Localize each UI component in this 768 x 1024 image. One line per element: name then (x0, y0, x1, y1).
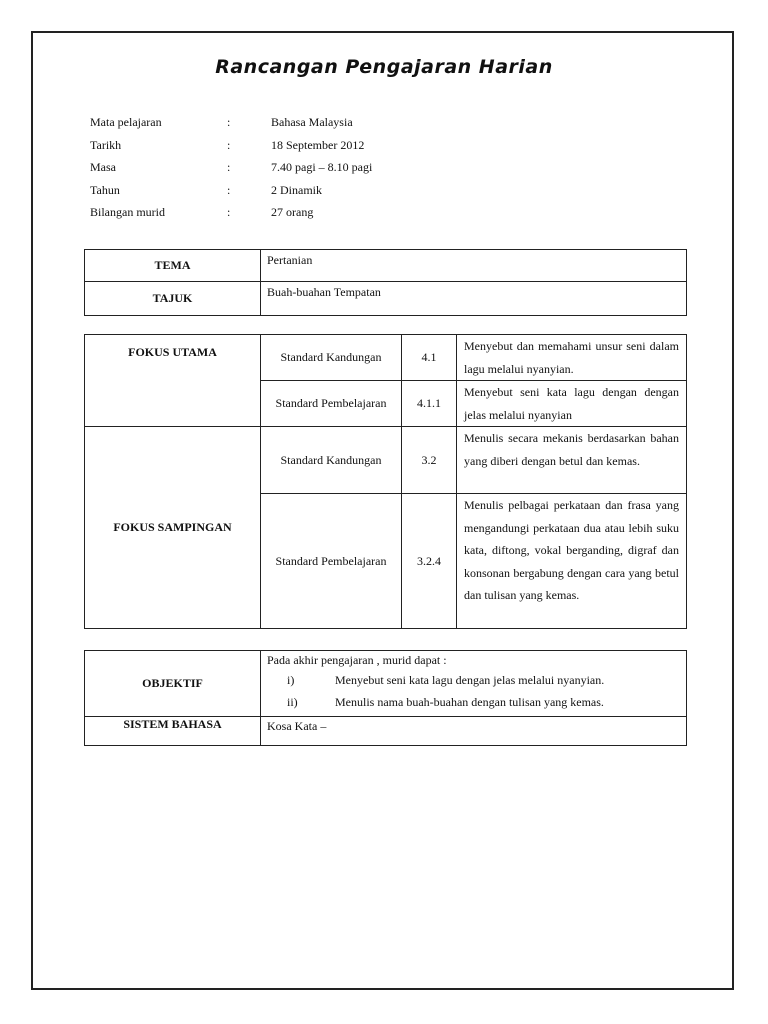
info-value: 27 orang (271, 205, 314, 219)
info-row-year (90, 182, 490, 205)
standard-code: 4.1 (402, 335, 457, 381)
info-label: Masa (90, 160, 116, 174)
info-row-subject (90, 114, 490, 137)
info-colon: : (227, 115, 231, 129)
info-label: Bilangan murid (90, 205, 165, 219)
objective-number: i) (287, 673, 295, 687)
standard-label: Standard Pembelajaran (261, 494, 402, 629)
info-colon: : (227, 160, 231, 174)
info-value: Bahasa Malaysia (271, 115, 353, 129)
table-row (85, 717, 687, 746)
info-label: Tahun (90, 182, 120, 197)
table-row (85, 651, 687, 717)
objective-table (84, 650, 687, 746)
info-row-date (90, 137, 490, 160)
standard-description: Menulis pelbagai perkataan dan frasa yang mengandungi perkataan dua atau lebih suku kata, diftong, vokal berganding, digraf dan konsonan bergabung dengan cara yang betul dan tulisan yang kemas. (457, 494, 687, 629)
theme-header: TEMA (85, 250, 261, 282)
standard-code: 3.2.4 (402, 494, 457, 629)
topic-header: TAJUK (85, 282, 261, 316)
objective-text: Menulis nama buah-buahan dengan tulisan yang kemas. (335, 695, 604, 709)
secondary-focus-header: FOKUS SAMPINGAN (85, 427, 261, 629)
theme-value: Pertanian (261, 250, 687, 282)
info-colon: : (227, 137, 231, 152)
standard-code: 3.2 (402, 427, 457, 494)
document-title: Rancangan Pengajaran Harian (215, 56, 553, 78)
table-row (85, 282, 687, 316)
language-system-value: Kosa Kata – (261, 717, 687, 746)
standard-description: Menyebut dan memahami unsur seni dalam lagu melalui nyanyian. (457, 335, 687, 381)
objective-item (267, 669, 680, 691)
objective-header: OBJEKTIF (85, 651, 261, 717)
language-system-header: SISTEM BAHASA (85, 717, 261, 746)
standard-label: Standard Kandungan (261, 427, 402, 494)
info-row-students (90, 204, 490, 227)
theme-table (84, 249, 687, 316)
standard-code: 4.1.1 (402, 381, 457, 427)
standard-label: Standard Kandungan (261, 335, 402, 381)
standard-description: Menulis secara mekanis berdasarkan bahan yang diberi dengan betul dan kemas. (457, 427, 687, 494)
info-colon: : (227, 205, 231, 219)
info-value: 7.40 pagi – 8.10 pagi (271, 160, 373, 174)
info-label: Tarikh (90, 137, 122, 152)
objective-text: Menyebut seni kata lagu dengan jelas melalui nyanyian. (335, 673, 605, 687)
standard-description: Menyebut seni kata lagu dengan dengan jelas melalui nyanyian (457, 381, 687, 427)
info-value: 2 Dinamik (271, 182, 322, 197)
objective-intro: Pada akhir pengajaran , murid dapat : (267, 653, 447, 667)
info-colon: : (227, 182, 231, 197)
objective-number: ii) (287, 695, 298, 709)
info-value: 18 September 2012 (271, 137, 365, 152)
topic-value: Buah-buahan Tempatan (261, 282, 687, 316)
standard-label: Standard Pembelajaran (261, 381, 402, 427)
objective-item (267, 691, 680, 713)
objective-content (261, 651, 687, 717)
info-label: Mata pelajaran (90, 115, 162, 129)
table-row (85, 250, 687, 282)
focus-table (84, 334, 687, 629)
lesson-info (90, 114, 490, 227)
info-row-time (90, 159, 490, 182)
table-row (85, 427, 687, 494)
table-row (85, 335, 687, 381)
main-focus-header: FOKUS UTAMA (85, 335, 261, 427)
